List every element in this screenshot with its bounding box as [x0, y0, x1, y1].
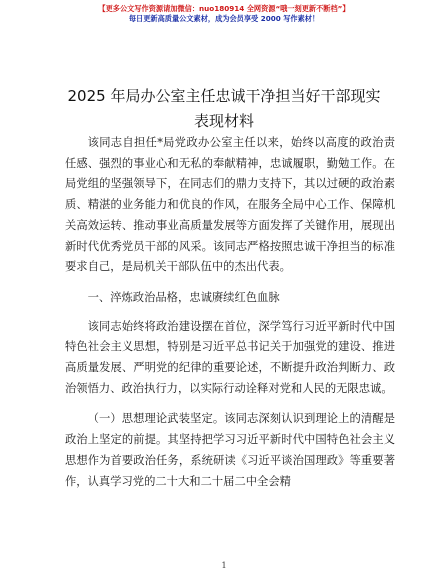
- document-title: [40, 84, 408, 134]
- promo-banner-line-1: 【更多公文写作资源请加微信：nuo180914 全网资源“哦一刻更新不断档”】: [98, 4, 350, 13]
- document-title-line-1: 2025 年局办公室主任忠诚干净担当好干部现实: [67, 87, 381, 105]
- promo-banner: [0, 4, 448, 24]
- section-1-paragraph: 该同志始终将政治建设摆在首位，深学笃行习近平新时代中国特色社会主义思想，特别是习近平总书记关于加强党的建设、推进高质量发展、严明党的纪律的重要论述，不断提升政治判断力、政治领悟力、政治执行力，以实际行动诠释对党和人民的无限忠诚。: [65, 319, 395, 395]
- page-number: 1: [221, 561, 227, 570]
- promo-banner-line-2: 每日更新高质量公文素材，成为会员享受 2000 写作素材！: [128, 14, 320, 23]
- document-body: [65, 133, 395, 492]
- document-title-line-2: 表现材料: [193, 112, 254, 130]
- intro-paragraph: 该同志自担任*局党政办公室主任以来，始终以高度的政治责任感、强烈的事业心和无私的奉献精神，忠诚履职，勤勉工作。在局党组的坚强领导下，在同志们的鼎力支持下，其以过硬的政治素质、精湛的业务能力和优良的作风，在服务全局中心工作、保障机关高效运转、推动事业高质量发展等方面发挥了关键作用，展现出新时代优秀党员干部的风采。该同志严格按照忠诚干净担当的标准要求自己，是局机关干部队伍中的杰出代表。: [65, 136, 395, 274]
- subsection-1-paragraph: （一）思想理论武装坚定。该同志深刻认识到理论上的清醒是政治上坚定的前提。其坚持把学习习近平新时代中国特色社会主义思想作为首要政治任务，系统研读《习近平谈治国理政》等重要著作，认真学习党的二十大和二十届二中全会精: [65, 412, 395, 488]
- section-heading-1: 一、淬炼政治品格，忠诚赓续红色血脉: [87, 290, 280, 304]
